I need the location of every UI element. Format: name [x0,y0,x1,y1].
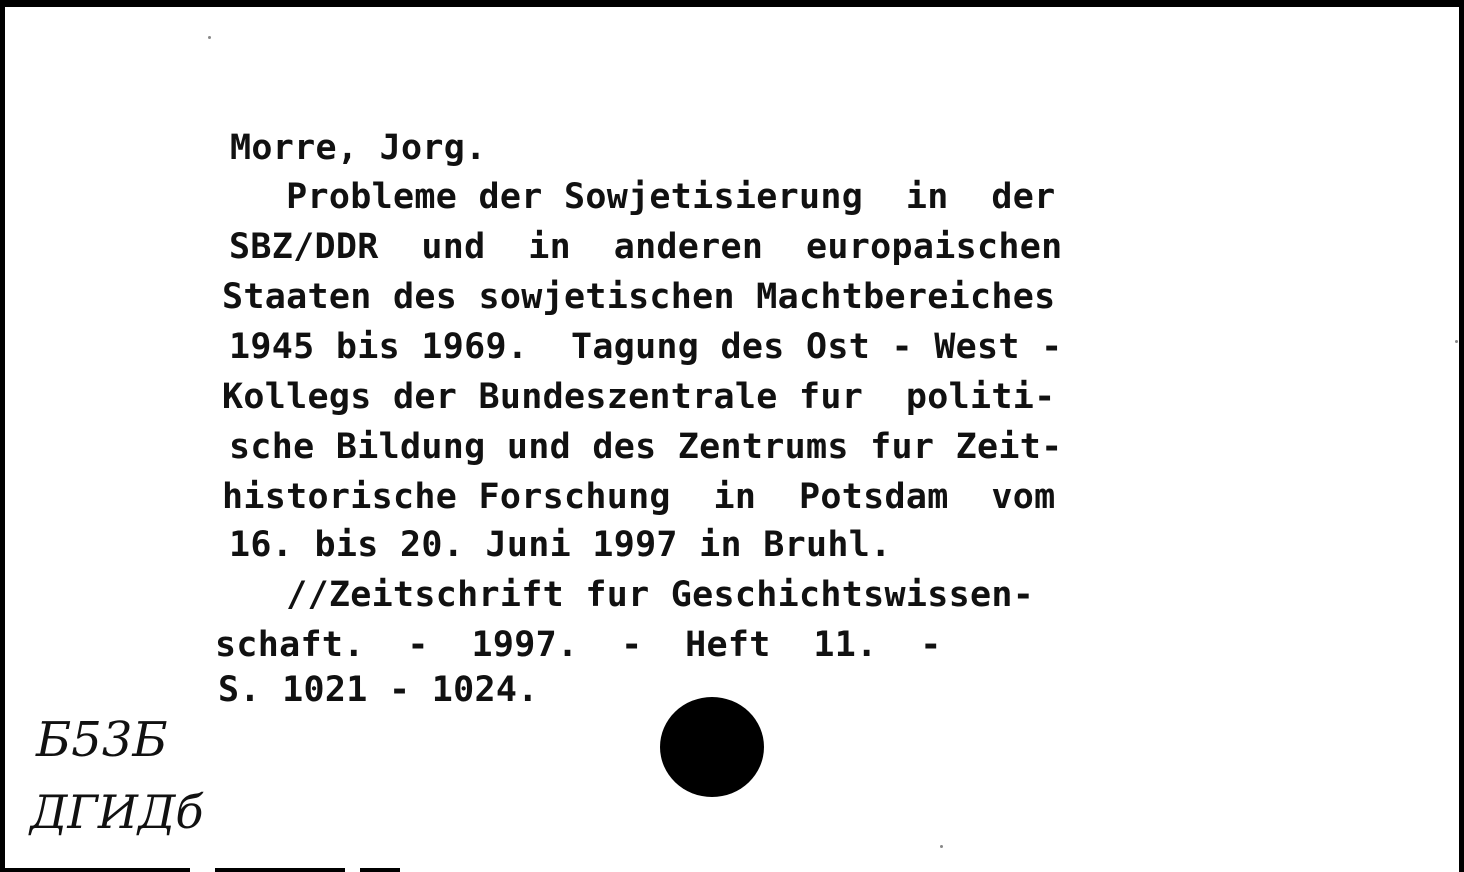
card-bottom-mark [215,868,345,872]
body-line: S. 1021 - 1024. [218,670,539,710]
card-left-border [0,0,5,872]
body-line: 16. bis 20. Juni 1997 in Bruhl. [229,525,892,565]
body-line: sche Bildung und des Zentrums fur Zeit- [229,427,1063,467]
handwritten-code: Б53Б [36,712,168,768]
body-line: historische Forschung in Potsdam vom [222,477,1056,517]
card-top-border [0,0,1464,7]
card-right-border [1459,0,1464,872]
speck [940,845,943,848]
body-line: SBZ/DDR und in anderen europaischen [229,227,1063,267]
punch-hole [660,697,764,797]
card-bottom-mark [0,868,190,872]
body-line: Staaten des sowjetischen Machtbereiches [222,277,1056,317]
body-line: schaft. - 1997. - Heft 11. - [215,625,942,665]
body-line: Probleme der Sowjetisierung in der [222,177,1056,217]
author-line: Morre, Jorg. [230,128,487,168]
body-line: 1945 bis 1969. Tagung des Ost - West - [229,327,1063,367]
speck [1455,340,1458,343]
card-bottom-mark [360,868,400,872]
handwritten-shelf-mark: ДГИДб [30,785,204,839]
body-line: Kollegs der Bundeszentrale fur politi- [222,377,1056,417]
speck [208,36,211,39]
body-line: //Zeitschrift fur Geschichtswissen- [222,575,1035,615]
